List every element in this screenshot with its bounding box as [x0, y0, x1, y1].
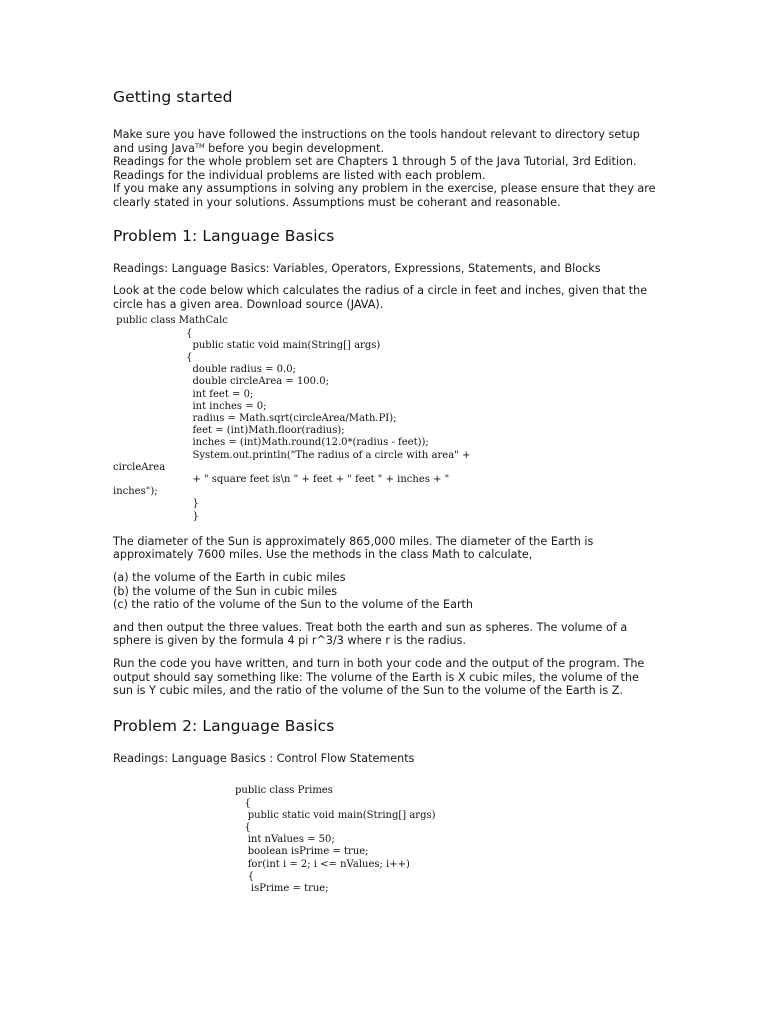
- setup-text-end: before you begin development.: [204, 141, 385, 155]
- sphere-formula-paragraph: and then output the three values. Treat both the earth and sun as spheres. The volume of a sphere is given by the formula 4 pi r^3/3 where r is the radius.: [113, 620, 628, 648]
- trademark-mark: TM: [195, 141, 205, 150]
- problem1-readings: Readings: Language Basics: Variables, Operators, Expressions, Statements, and Blocks: [113, 261, 601, 275]
- primes-code-block: public class Primes { public static void main(String[] args) { int nValues = 50; boolean isPrime = true; for(int i = 2; i <= nValues; i++) { isPrime = true;: [235, 785, 436, 894]
- list-item: (b) the volume of the Sun in cubic miles: [113, 584, 338, 598]
- document-page: [113, 88, 658, 895]
- readings-paragraph: Readings for the whole problem set are Chapters 1 through 5 of the Java Tutorial, 3rd Edition. Readings for the individual problems are listed with each problem.: [113, 155, 637, 182]
- volume-task-list: [113, 571, 658, 612]
- heading-problem-1: Problem 1: Language Basics: [113, 226, 335, 245]
- problem1-intro-text: Look at the code below which calculates the radius of a circle in feet and inches, given that the circle has a given area. Download source (JAVA).: [113, 284, 648, 311]
- list-item: (a) the volume of the Earth in cubic miles: [113, 570, 346, 584]
- list-item: (c) the ratio of the volume of the Sun to the volume of the Earth: [113, 598, 474, 612]
- problem2-readings: Readings: Language Basics : Control Flow Statements: [113, 751, 415, 765]
- setup-text: Make sure you have followed the instructions on the tools handout relevant to directory setup and using Java: [113, 128, 640, 155]
- setup-paragraph: [113, 128, 658, 155]
- assumptions-paragraph: If you make any assumptions in solving any problem in the exercise, please ensure that they are clearly stated in your solutions. Assumptions must be coherant and reasonable.: [113, 182, 656, 209]
- diameter-paragraph: The diameter of the Sun is approximately 865,000 miles. The diameter of the Earth is approximately 7600 miles. Use the methods in the class Math to calculate,: [113, 534, 594, 562]
- heading-getting-started: Getting started: [113, 88, 233, 106]
- run-code-paragraph: Run the code you have written, and turn in both your code and the output of the program. The output should say something like: The volume of the Earth is X cubic miles, the volume of the sun is Y cubic miles, and the ratio of the volume of the Sun to the volume of the Earth is Z.: [113, 656, 645, 698]
- heading-problem-2: Problem 2: Language Basics: [113, 716, 335, 735]
- problem1-intro: [113, 284, 658, 311]
- mathcalc-code-block: public class MathCalc { public static void main(String[] args) { double radius = 0.0; double circleArea = 100.0; int feet = 0; int inches = 0; radius = Math.sqrt(circleArea/Math.PI); feet = (int)Math.floor(radius); inches = (int)Math.round(12.0*(radius - feet)); System.out.println("The radius of a circle with area" + circleArea + " square feet is\n " + feet + " feet " + inches + " inches"); } }: [113, 315, 471, 522]
